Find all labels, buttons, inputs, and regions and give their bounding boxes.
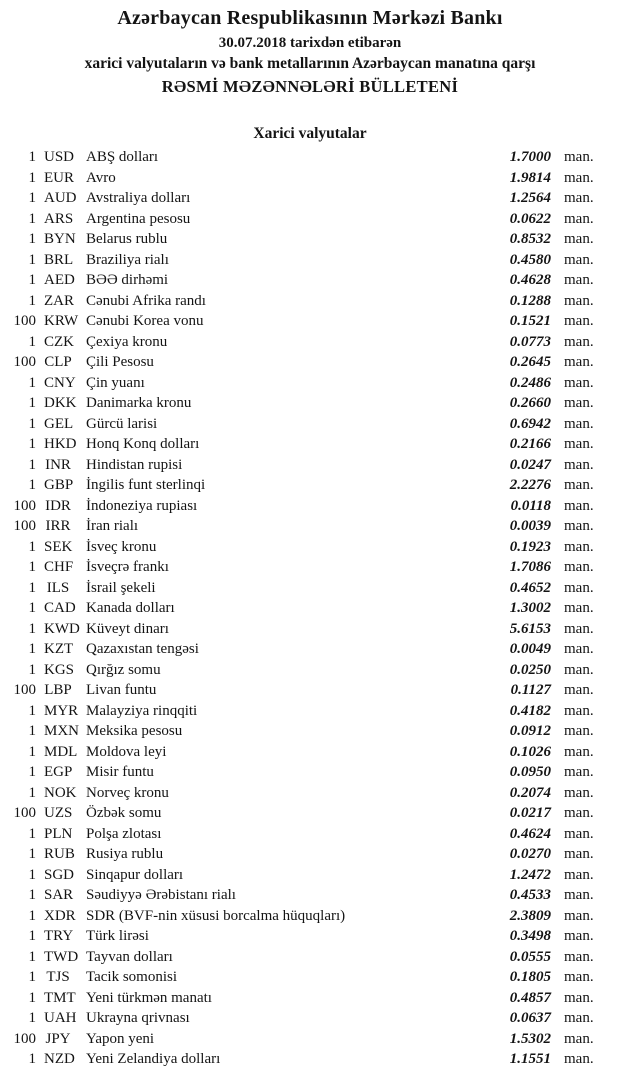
currency-name: Türk lirəsi [86, 928, 149, 944]
rate-quantity: 1 [28, 702, 36, 719]
rate-quantity: 1 [28, 1051, 36, 1067]
unit-label: man. [564, 825, 594, 842]
currency-code: IDR [45, 497, 71, 514]
rate-value: 0.4580 [509, 251, 551, 268]
rate-row [0, 742, 620, 763]
currency-code: AED [44, 272, 75, 288]
unit-label: man. [564, 559, 594, 575]
rate-value: 0.0049 [509, 641, 551, 657]
rate-value: 1.2472 [509, 866, 551, 883]
rate-quantity: 1 [28, 784, 36, 801]
rate-quantity: 100 [13, 805, 36, 821]
currency-code: UAH [44, 1010, 77, 1026]
rate-row [0, 926, 620, 947]
rate-row [0, 578, 620, 599]
rate-row [0, 947, 620, 968]
currency-name: Hindistan rupisi [86, 456, 183, 473]
currency-name: Belarus rublu [86, 231, 168, 247]
rate-quantity: 100 [13, 1030, 36, 1047]
section-title-foreign-currencies: Xarici valyutalar [253, 125, 367, 142]
unit-label: man. [564, 210, 594, 227]
rate-quantity: 1 [28, 887, 36, 903]
bank-name-title: Azərbaycan Respublikasının Mərkəzi Bankı [117, 7, 503, 29]
unit-label: man. [564, 251, 594, 268]
currency-code: GEL [44, 415, 74, 432]
rate-value: 0.1805 [509, 969, 551, 985]
currency-name: Gürcü larisi [86, 415, 158, 432]
rate-quantity: 1 [28, 415, 36, 432]
unit-label: man. [564, 456, 594, 473]
currency-code: AUD [44, 190, 77, 206]
unit-label: man. [564, 415, 594, 432]
rate-row [0, 496, 620, 517]
currency-code: BYN [44, 231, 76, 247]
rate-row [0, 455, 620, 476]
unit-label: man. [564, 764, 594, 780]
rate-quantity: 1 [28, 169, 36, 186]
rate-quantity: 1 [28, 661, 36, 678]
currency-code: INR [45, 456, 71, 473]
rate-quantity: 1 [28, 292, 36, 309]
currency-code: EGP [44, 764, 73, 780]
rate-value: 0.2660 [509, 395, 551, 411]
currency-name: Cənubi Afrika randı [86, 292, 206, 309]
unit-label: man. [564, 1010, 594, 1026]
currency-name: İndoneziya rupiası [86, 497, 198, 514]
rate-value: 1.7000 [509, 149, 551, 165]
rate-value: 1.9814 [509, 169, 551, 186]
rate-value: 0.0247 [509, 456, 551, 473]
rate-row [0, 147, 620, 168]
rate-quantity: 1 [28, 456, 36, 473]
rate-quantity: 100 [13, 354, 36, 370]
rate-row [0, 311, 620, 332]
unit-label: man. [564, 928, 594, 944]
currency-name: Malayziya rinqqiti [86, 702, 198, 719]
rate-row [0, 434, 620, 455]
currency-name: Meksika pesosu [86, 723, 183, 739]
currency-code: PLN [44, 825, 73, 842]
rate-value: 0.0555 [509, 948, 551, 965]
currency-name: İngilis funt sterlinqi [86, 477, 206, 493]
currency-code: ZAR [44, 292, 74, 309]
unit-label: man. [564, 620, 594, 637]
rate-row [0, 414, 620, 435]
currency-code: SGD [44, 866, 75, 883]
currency-name: Moldova leyi [86, 743, 167, 760]
currency-name: Kanada dolları [86, 600, 175, 616]
rate-value: 1.5302 [509, 1030, 551, 1047]
rate-quantity: 1 [28, 866, 36, 883]
rate-value: 0.0637 [509, 1010, 551, 1026]
currency-name: Rusiya rublu [86, 846, 164, 862]
rate-quantity: 1 [28, 846, 36, 862]
unit-label: man. [564, 743, 594, 760]
currency-name: Yapon yeni [86, 1030, 155, 1047]
unit-label: man. [564, 907, 594, 924]
currency-name: İsrail şekeli [86, 579, 156, 596]
rate-row [0, 885, 620, 906]
unit-label: man. [564, 641, 594, 657]
subtitle-line: xarici valyutaların və bank metallarının Azərbaycan manatına qarşı [84, 55, 536, 72]
rate-quantity: 1 [28, 989, 36, 1006]
rate-row [0, 270, 620, 291]
unit-label: man. [564, 846, 594, 862]
unit-label: man. [564, 374, 594, 391]
rate-value: 0.2486 [509, 374, 551, 391]
currency-code: IRR [45, 518, 71, 534]
rate-quantity: 1 [28, 825, 36, 842]
currency-code: ILS [46, 579, 70, 596]
unit-label: man. [564, 149, 594, 165]
rate-value: 2.2276 [509, 477, 551, 493]
rate-quantity: 1 [28, 395, 36, 411]
rate-quantity: 1 [28, 928, 36, 944]
rate-row [0, 516, 620, 537]
rate-row [0, 844, 620, 865]
unit-label: man. [564, 600, 594, 616]
currency-name: Qırğız somu [86, 661, 161, 678]
currency-code: ARS [44, 210, 74, 227]
currency-code: NZD [44, 1051, 75, 1067]
rate-value: 1.2564 [509, 190, 551, 206]
rate-quantity: 1 [28, 579, 36, 596]
currency-code: MYR [44, 702, 79, 719]
unit-label: man. [564, 497, 594, 514]
currency-code: GBP [44, 477, 74, 493]
rate-value: 1.3002 [509, 600, 551, 616]
currency-code: SAR [44, 887, 74, 903]
currency-name: Ukrayna qrivnası [86, 1010, 190, 1026]
currency-name: Sinqapur dolları [86, 866, 184, 883]
currency-name: Səudiyyə Ərəbistanı rialı [86, 887, 236, 903]
currency-code: TRY [44, 928, 74, 944]
currency-name: Polşa zlotası [86, 825, 162, 842]
unit-label: man. [564, 989, 594, 1006]
unit-label: man. [564, 866, 594, 883]
rate-row [0, 1008, 620, 1029]
unit-label: man. [564, 887, 594, 903]
unit-label: man. [564, 1030, 594, 1047]
rate-value: 0.3498 [509, 928, 551, 944]
currency-name: Livan funtu [86, 682, 157, 698]
rate-value: 0.4624 [509, 825, 551, 842]
rate-value: 0.1521 [509, 313, 551, 329]
rate-value: 2.3809 [509, 907, 551, 924]
unit-label: man. [564, 969, 594, 985]
currency-name: Çexiya kronu [86, 333, 168, 350]
rate-row [0, 1029, 620, 1050]
rate-quantity: 1 [28, 907, 36, 924]
unit-label: man. [564, 313, 594, 329]
rate-quantity: 1 [28, 764, 36, 780]
rate-value: 0.2074 [509, 784, 551, 801]
currency-name: Argentina pesosu [86, 210, 191, 227]
rate-value: 0.0217 [509, 805, 551, 821]
rate-value: 0.4533 [509, 887, 551, 903]
currency-name: ABŞ dolları [86, 149, 159, 165]
rate-row [0, 229, 620, 250]
currency-name: BƏƏ dirhəmi [86, 272, 169, 288]
rate-value: 0.8532 [509, 231, 551, 247]
bulletin-title: RƏSMİ MƏZƏNNƏLƏRİ BÜLLETENİ [161, 77, 459, 96]
unit-label: man. [564, 477, 594, 493]
unit-label: man. [564, 661, 594, 678]
rate-quantity: 1 [28, 559, 36, 575]
currency-name: Danimarka kronu [86, 395, 192, 411]
currency-name: Braziliya rialı [86, 251, 169, 268]
currency-code: CZK [44, 333, 74, 350]
rate-row [0, 188, 620, 209]
rate-value: 0.1026 [509, 743, 551, 760]
currency-code: LBP [44, 682, 72, 698]
rate-quantity: 1 [28, 620, 36, 637]
rate-value: 0.1923 [509, 538, 551, 555]
unit-label: man. [564, 395, 594, 411]
currency-code: KRW [44, 313, 79, 329]
unit-label: man. [564, 805, 594, 821]
currency-code: MXN [44, 723, 80, 739]
currency-code: DKK [44, 395, 77, 411]
unit-label: man. [564, 538, 594, 555]
unit-label: man. [564, 723, 594, 739]
rate-row [0, 332, 620, 353]
rate-row [0, 475, 620, 496]
rate-value: 1.7086 [509, 559, 551, 575]
currency-name: Avro [86, 169, 116, 186]
rate-quantity: 1 [28, 436, 36, 452]
rate-quantity: 1 [28, 477, 36, 493]
rate-quantity: 1 [28, 272, 36, 288]
rate-quantity: 1 [28, 723, 36, 739]
rate-row [0, 1049, 620, 1070]
rate-row [0, 619, 620, 640]
currency-code: USD [44, 149, 75, 165]
effective-date-line: 30.07.2018 tarixdən etibarən [218, 35, 402, 51]
unit-label: man. [564, 169, 594, 186]
currency-name: Misir funtu [86, 764, 154, 780]
currency-name: Tacik somonisi [86, 969, 178, 985]
currency-code: KGS [44, 661, 75, 678]
rate-quantity: 1 [28, 333, 36, 350]
currency-name: İran rialı [86, 518, 139, 534]
unit-label: man. [564, 354, 594, 370]
unit-label: man. [564, 702, 594, 719]
rate-quantity: 1 [28, 374, 36, 391]
currency-code: CLP [44, 354, 72, 370]
currency-code: TMT [44, 989, 76, 1006]
currency-name: Çin yuanı [86, 374, 145, 391]
currency-code: CHF [44, 559, 74, 575]
rate-quantity: 1 [28, 743, 36, 760]
rate-quantity: 1 [28, 1010, 36, 1026]
rate-value: 0.0622 [509, 210, 551, 227]
currency-name: Tayvan dolları [86, 948, 173, 965]
rate-quantity: 1 [28, 251, 36, 268]
unit-label: man. [564, 518, 594, 534]
currency-name: Küveyt dinarı [86, 620, 169, 637]
unit-label: man. [564, 948, 594, 965]
rate-row [0, 762, 620, 783]
currency-code: NOK [44, 784, 77, 801]
currency-name: Cənubi Korea vonu [86, 313, 204, 329]
unit-label: man. [564, 272, 594, 288]
currency-name: Qazaxıstan tengəsi [86, 641, 199, 657]
unit-label: man. [564, 231, 594, 247]
currency-code: CAD [44, 600, 76, 616]
currency-code: TWD [44, 948, 79, 965]
currency-name: Çili Pesosu [86, 354, 154, 370]
currency-name: Avstraliya dolları [86, 190, 191, 206]
rate-value: 0.4628 [509, 272, 551, 288]
currency-code: RUB [44, 846, 75, 862]
rate-value: 0.0773 [509, 333, 551, 350]
currency-code: BRL [44, 251, 74, 268]
currency-code: SEK [44, 538, 73, 555]
currency-code: KWD [44, 620, 80, 637]
rate-row [0, 906, 620, 927]
rate-value: 0.2645 [509, 354, 551, 370]
rate-row [0, 639, 620, 660]
rate-row [0, 783, 620, 804]
exchange-rates-table [0, 147, 620, 1070]
rate-value: 0.1288 [509, 292, 551, 309]
rate-quantity: 1 [28, 538, 36, 555]
bulletin-header [0, 0, 620, 98]
currency-name: Honq Konq dolları [86, 436, 200, 452]
rate-quantity: 1 [28, 600, 36, 616]
rate-value: 0.4652 [509, 579, 551, 596]
unit-label: man. [564, 292, 594, 309]
rate-quantity: 1 [28, 190, 36, 206]
rate-value: 1.1551 [509, 1051, 551, 1067]
rate-quantity: 100 [13, 313, 36, 329]
currency-code: XDR [44, 907, 76, 924]
unit-label: man. [564, 190, 594, 206]
rate-row [0, 660, 620, 681]
unit-label: man. [564, 682, 594, 698]
rate-quantity: 1 [28, 641, 36, 657]
rate-row [0, 701, 620, 722]
currency-code: UZS [44, 805, 73, 821]
currency-name: İsveç kronu [86, 538, 157, 555]
rate-value: 0.2166 [509, 436, 551, 452]
rate-value: 5.6153 [509, 620, 551, 637]
unit-label: man. [564, 436, 594, 452]
rate-row [0, 352, 620, 373]
rate-row [0, 373, 620, 394]
rate-row [0, 824, 620, 845]
currency-code: TJS [46, 969, 70, 985]
rate-row [0, 988, 620, 1009]
rate-row [0, 209, 620, 230]
currency-code: JPY [45, 1030, 71, 1047]
rate-row [0, 557, 620, 578]
currency-code: KZT [44, 641, 74, 657]
rate-value: 0.0950 [509, 764, 551, 780]
unit-label: man. [564, 784, 594, 801]
currency-code: HKD [44, 436, 77, 452]
rate-row [0, 393, 620, 414]
currency-code: MDL [44, 743, 78, 760]
rate-quantity: 1 [28, 231, 36, 247]
rate-quantity: 100 [13, 518, 36, 534]
currency-name: Özbək somu [86, 805, 162, 821]
rate-value: 0.0250 [509, 661, 551, 678]
rate-value: 0.0039 [509, 518, 551, 534]
rate-row [0, 803, 620, 824]
rate-row [0, 537, 620, 558]
unit-label: man. [564, 333, 594, 350]
rate-row [0, 168, 620, 189]
rate-quantity: 1 [28, 149, 36, 165]
rate-quantity: 1 [28, 210, 36, 227]
rate-row [0, 967, 620, 988]
unit-label: man. [564, 1051, 594, 1067]
rate-value: 0.4857 [509, 989, 551, 1006]
rate-quantity: 1 [28, 948, 36, 965]
rate-row [0, 250, 620, 271]
currency-name: İsveçrə frankı [86, 559, 169, 575]
rate-value: 0.0118 [510, 497, 551, 514]
rate-row [0, 291, 620, 312]
currency-name: Norveç kronu [86, 784, 169, 801]
currency-code: CNY [44, 374, 76, 391]
rate-row [0, 598, 620, 619]
rate-row [0, 721, 620, 742]
unit-label: man. [564, 579, 594, 596]
rate-quantity: 100 [13, 497, 36, 514]
rate-row [0, 865, 620, 886]
rate-value: 0.1127 [510, 682, 551, 698]
rate-row [0, 680, 620, 701]
currency-name: Yeni Zelandiya dolları [86, 1051, 221, 1067]
rate-quantity: 1 [28, 969, 36, 985]
currency-name: Yeni türkmən manatı [86, 989, 212, 1006]
rate-value: 0.4182 [509, 702, 551, 719]
rate-value: 0.0912 [509, 723, 551, 739]
currency-code: EUR [44, 169, 74, 186]
currency-name: SDR (BVF-nin xüsusi borcalma hüquqları) [86, 907, 346, 924]
rate-quantity: 100 [13, 682, 36, 698]
rate-value: 0.0270 [509, 846, 551, 862]
rate-value: 0.6942 [509, 415, 551, 432]
